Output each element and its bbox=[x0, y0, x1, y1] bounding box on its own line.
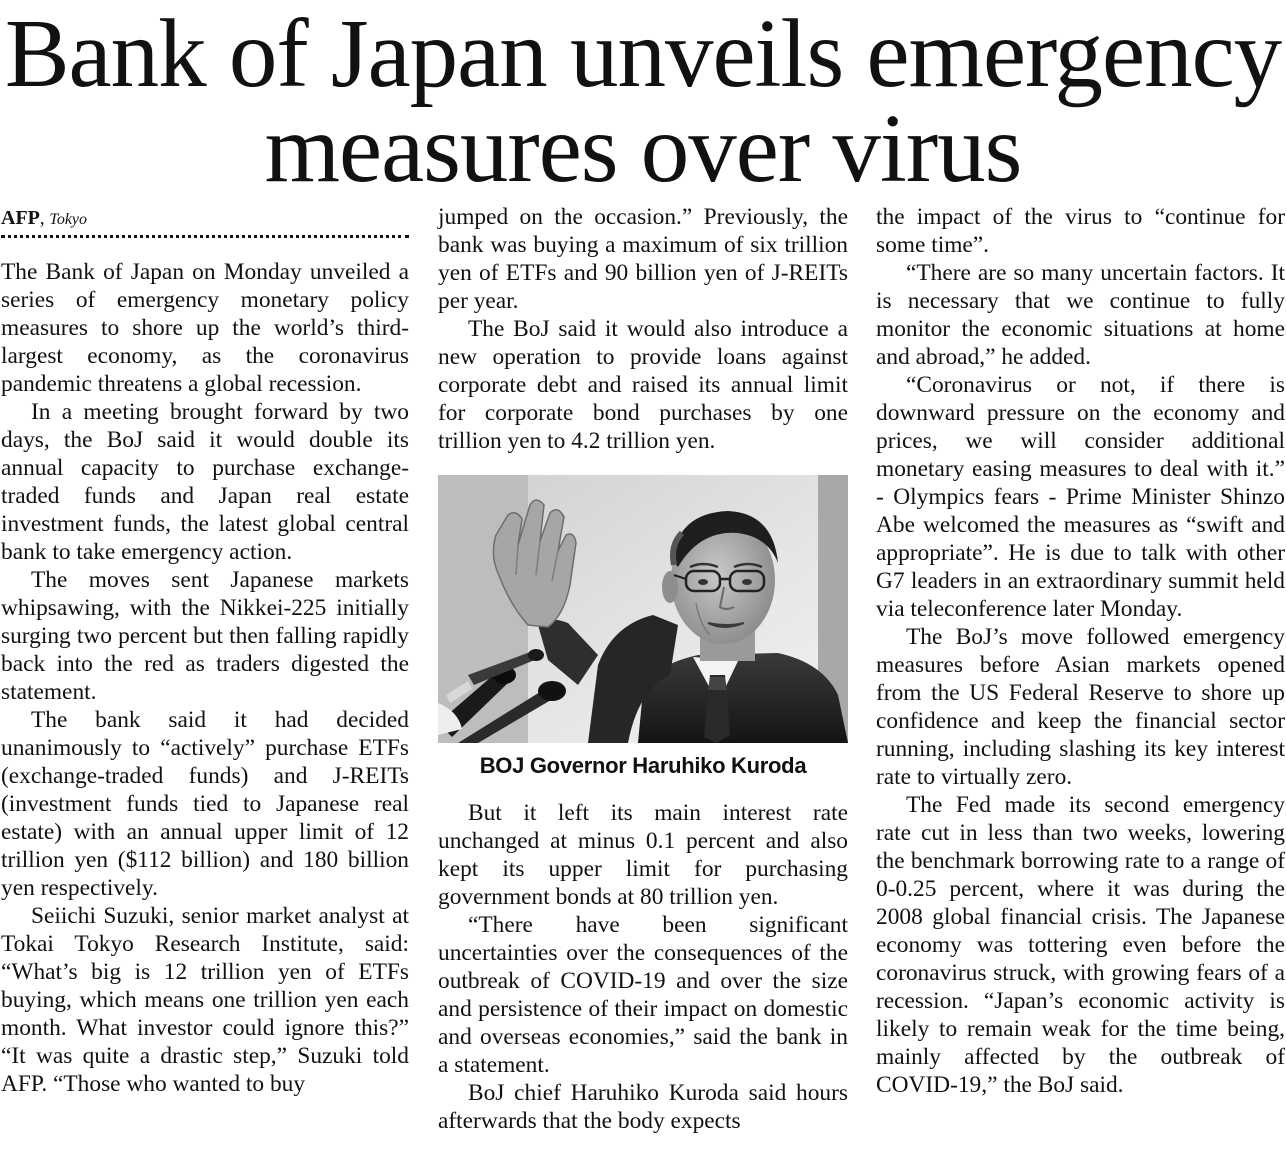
headline-line-1: Bank of Japan unveils emergency bbox=[4, 0, 1282, 107]
paragraph: The Fed made its second emergency rate cut in less than two weeks, lowering the benchmark borrowing rate to a range of 0-0.25 percent, where it was during the 2008 global financial crisis. The Japanese economy was tottering even before the coronavirus struck, with growing fears of a recession. “Japan’s economic activity is likely to remain weak for the time being, mainly affected by the outbreak of COVID-19,” the BoJ said. bbox=[876, 792, 1285, 1098]
headline bbox=[0, 0, 1286, 202]
article-column-3 bbox=[876, 203, 1285, 1099]
news-photo bbox=[438, 475, 848, 743]
paragraph: The Bank of Japan on Monday unveiled a series of emergency monetary policy measures to shore up the world’s third-largest economy, as the coronavirus pandemic threatens a global recession. bbox=[1, 259, 409, 397]
headline-line-2: measures over virus bbox=[264, 95, 1022, 202]
paragraph: “Coronavirus or not, if there is downward pressure on the economy and prices, we will consider additional monetary easing measures to deal with it.” - Olympics fears - Prime Minister Shinzo Abe welcomed the measures as “swift and appropriate”. He is due to talk with other G7 leaders in an extraordinary summit held via teleconference later Monday. bbox=[876, 372, 1285, 622]
photo-caption: BOJ Governor Haruhiko Kuroda bbox=[479, 753, 807, 778]
byline bbox=[1, 203, 409, 233]
byline-agency: AFP bbox=[1, 207, 40, 229]
paragraph: “There are so many uncertain factors. It is necessary that we continue to fully monitor the economic situations at home and abroad,” he added. bbox=[876, 260, 1285, 370]
paragraph: In a meeting brought forward by two days, the BoJ said it would double its annual capacity to purchase exchange-traded funds and Japan real estate investment funds, the latest global central bank to take emergency action. bbox=[1, 399, 409, 565]
paragraph: The BoJ said it would also introduce a new operation to provide loans against corporate debt and raised its annual limit for corporate bond purchases by one trillion yen to 4.2 trillion yen. bbox=[438, 316, 848, 454]
byline-separator: , bbox=[39, 208, 45, 229]
paragraph: Seiichi Suzuki, senior market analyst at Tokai Tokyo Research Institute, said: “What’s big is 12 trillion yen of ETFs buying, which means one trillion yen each month. What investor could ignore this?” “It was quite a drastic step,” Suzuki told AFP. “Those who wanted to buy bbox=[1, 903, 409, 1097]
article-column-2 bbox=[438, 203, 848, 1135]
paragraph: BoJ chief Haruhiko Kuroda said hours afterwards that the body expects bbox=[438, 1080, 848, 1134]
paragraph: But it left its main interest rate unchanged at minus 0.1 percent and also kept its upper limit for purchasing government bonds at 80 trillion yen. bbox=[438, 800, 848, 910]
dotted-divider bbox=[1, 235, 409, 238]
paragraph: “There have been significant uncertainties over the consequences of the outbreak of COVID-19 and over the size and persistence of their impact on domestic and overseas economies,” said the bank in a statement. bbox=[438, 912, 848, 1078]
article-column-1 bbox=[1, 203, 409, 1098]
paragraph: The bank said it had decided unanimously to “actively” purchase ETFs (exchange-traded funds) and J-REITs (investment funds tied to Japanese real estate) with an annual upper limit of 12 trillion yen ($112 billion) and 180 billion yen respectively. bbox=[1, 707, 409, 901]
paragraph: jumped on the occasion.” Previously, the bank was buying a maximum of six trillion yen of ETFs and 90 billion yen of J-REITs per year. bbox=[438, 204, 848, 314]
photo-kuroda-illustration bbox=[438, 475, 848, 743]
paragraph: The moves sent Japanese markets whipsawing, with the Nikkei-225 initially surging two percent but then falling rapidly back into the red as traders digested the statement. bbox=[1, 567, 409, 705]
paragraph: the impact of the virus to “continue for some time”. bbox=[876, 204, 1285, 258]
byline-city: Tokyo bbox=[49, 211, 88, 228]
paragraph: The BoJ’s move followed emergency measures before Asian markets opened from the US Federal Reserve to shore up confidence and keep the financial sector running, including slashing its key interest rate to virtually zero. bbox=[876, 624, 1285, 790]
